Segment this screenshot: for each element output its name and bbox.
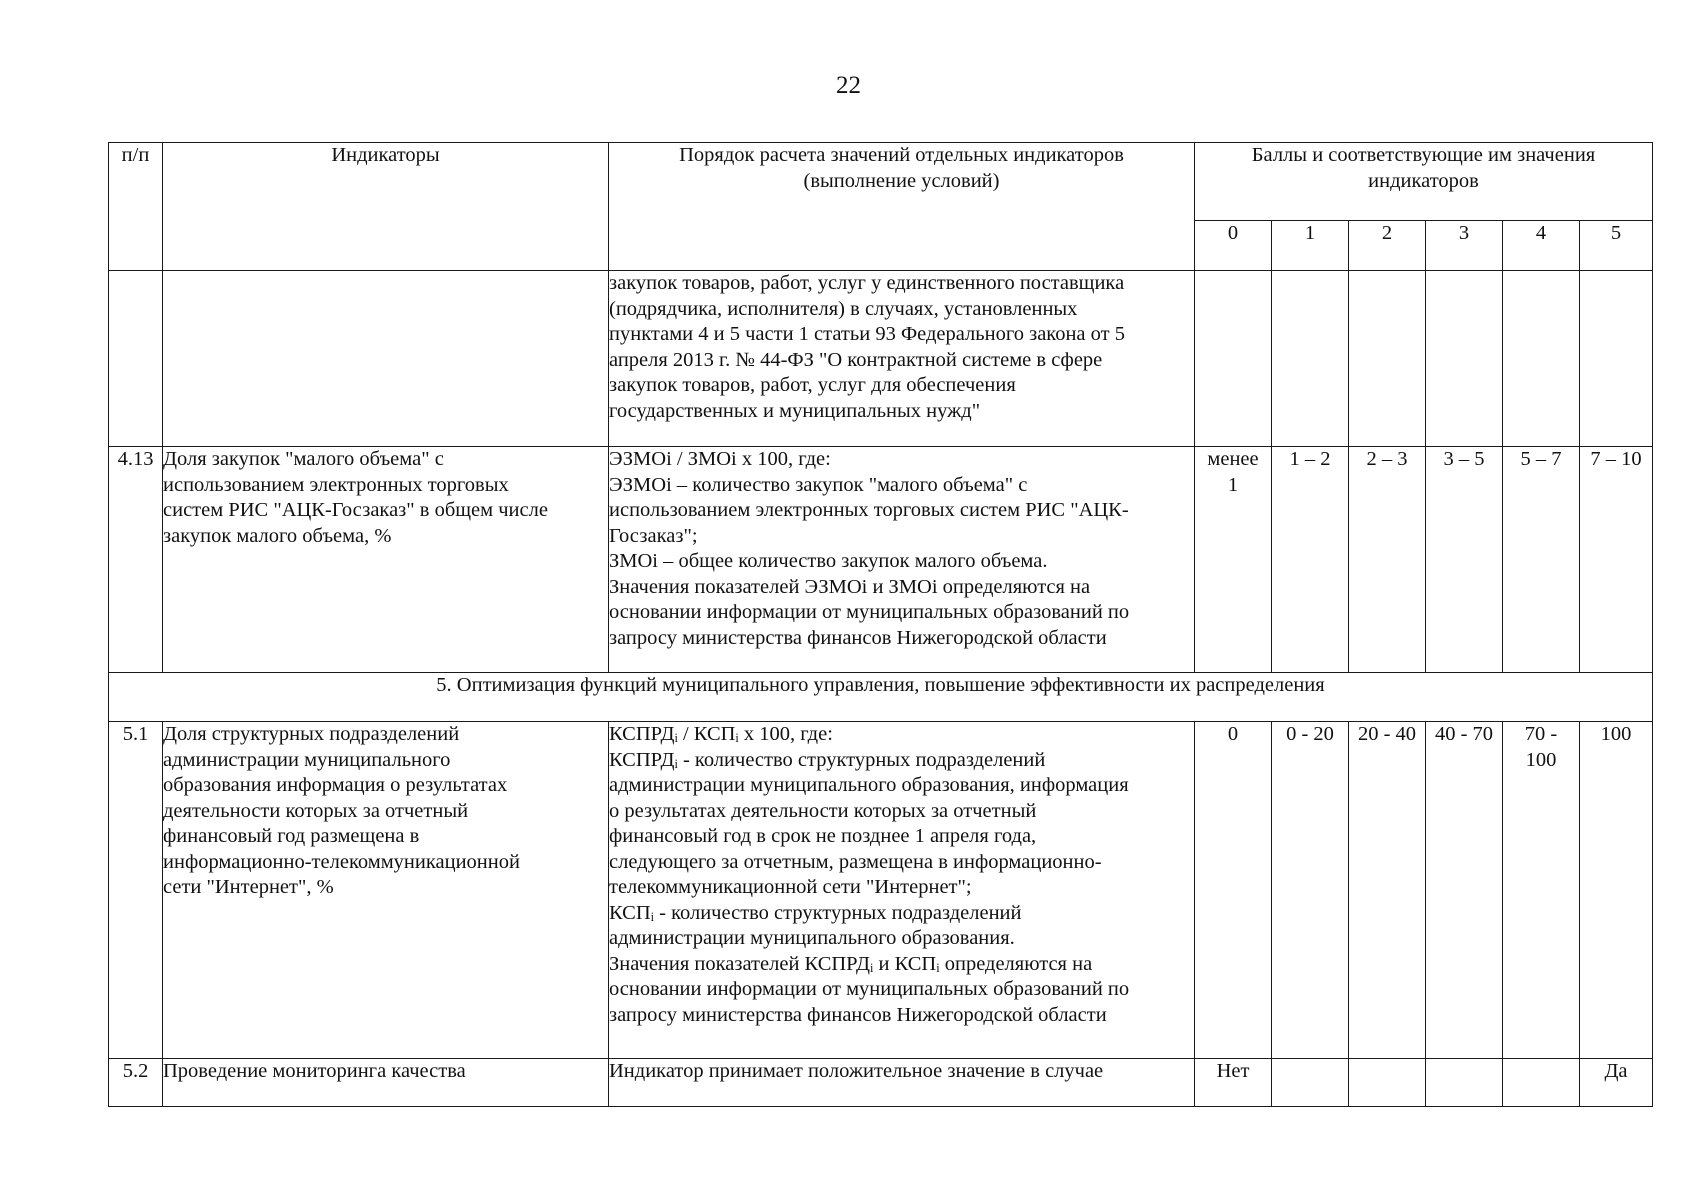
calc-line: государственных и муниципальных нужд" bbox=[609, 399, 981, 422]
score-value: 70 - bbox=[1524, 723, 1558, 745]
score-value: 20 - 40 bbox=[1357, 723, 1417, 745]
score-cell bbox=[1349, 722, 1426, 1059]
score-cell bbox=[1426, 1059, 1503, 1107]
header-pp: п/п bbox=[109, 143, 163, 271]
score-cell bbox=[1426, 271, 1503, 447]
score-value: 40 - 70 bbox=[1434, 723, 1494, 745]
indicator-line: закупок малого объема, % bbox=[163, 524, 392, 547]
score-value: 2 – 3 bbox=[1366, 448, 1408, 470]
calc-line: КСПᵢ - количество структурных подразделений bbox=[609, 901, 1022, 924]
score-value: 0 - 20 bbox=[1286, 723, 1334, 745]
calc-line: администрации муниципального образования. bbox=[609, 927, 1015, 949]
calc-cell bbox=[609, 722, 1195, 1059]
calc-line: администрации муниципального образования, информация bbox=[609, 774, 1129, 796]
calc-line: телекоммуникационной сети "Интернет"; bbox=[609, 876, 972, 898]
indicator-line: Проведение мониторинга качества bbox=[163, 1060, 466, 1082]
indicators-table bbox=[108, 142, 1653, 1107]
score-cell bbox=[1272, 1059, 1349, 1107]
calc-line: пунктами 4 и 5 части 1 статьи 93 Федерального закона от 5 bbox=[609, 323, 1125, 345]
score-value: 1 – 2 bbox=[1289, 448, 1331, 470]
score-col-header: 2 bbox=[1349, 221, 1426, 271]
calc-line: ЭЗМОi – количество закупок "малого объема" с bbox=[609, 473, 1028, 496]
score-value: 100 bbox=[1600, 723, 1632, 745]
header-calc-line: (выполнение условий) bbox=[803, 169, 1000, 192]
score-cell bbox=[1426, 447, 1503, 673]
header-row bbox=[109, 143, 1653, 221]
score-value: Да bbox=[1604, 1060, 1628, 1082]
indicator-line: финансовый год размещена в bbox=[163, 825, 420, 847]
score-value: Нет bbox=[1216, 1060, 1250, 1082]
score-col-header: 3 bbox=[1426, 221, 1503, 271]
calc-line: Госзаказ"; bbox=[609, 524, 698, 547]
calc-cell bbox=[609, 271, 1195, 447]
indicator-line: Доля закупок "малого объема" с bbox=[163, 448, 444, 470]
score-cell bbox=[1426, 722, 1503, 1059]
calc-line: ЗМОi – общее количество закупок малого объема. bbox=[609, 550, 1048, 572]
score-cell bbox=[1272, 271, 1349, 447]
calc-line: КСПРДᵢ - количество структурных подразделений bbox=[609, 748, 1046, 771]
indicator-line: администрации муниципального bbox=[163, 748, 451, 771]
header-calc bbox=[609, 143, 1195, 271]
row-number: 5.2 bbox=[109, 1059, 163, 1107]
calc-line: Значения показателей КСПРДᵢ и КСПᵢ определяются на bbox=[609, 952, 1093, 975]
score-cell bbox=[1580, 1059, 1653, 1107]
calc-line: закупок товаров, работ, услуг для обеспечения bbox=[609, 374, 1016, 396]
score-cell bbox=[1349, 271, 1426, 447]
table-row bbox=[109, 271, 1653, 447]
indicator-line: систем РИС "АЦК-Госзаказ" в общем числе bbox=[163, 499, 548, 521]
score-cell bbox=[1503, 447, 1580, 673]
table-row bbox=[109, 722, 1653, 1059]
calc-line: Значения показателей ЭЗМОi и ЗМОi определяются на bbox=[609, 575, 1091, 598]
calc-line: закупок товаров, работ, услуг у единственного поставщика bbox=[609, 272, 1125, 294]
score-col-header: 0 bbox=[1195, 221, 1272, 271]
calc-line: основании информации от муниципальных образований по bbox=[609, 601, 1130, 623]
calc-line: финансовый год в срок не позднее 1 апреля года, bbox=[609, 825, 1037, 847]
calc-line: запросу министерства финансов Нижегородской области bbox=[609, 1003, 1107, 1026]
calc-line: (подрядчика, исполнителя) в случаях, установленных bbox=[609, 297, 1078, 320]
score-cell bbox=[1272, 447, 1349, 673]
calc-line: ЭЗМОi / ЗМОi х 100, где: bbox=[609, 448, 831, 470]
score-value: 1 bbox=[1227, 473, 1239, 496]
score-cell bbox=[1503, 1059, 1580, 1107]
score-cell bbox=[1580, 722, 1653, 1059]
score-cell bbox=[1195, 1059, 1272, 1107]
score-col-header: 4 bbox=[1503, 221, 1580, 271]
calc-line: использованием электронных торговых систем РИС "АЦК- bbox=[609, 499, 1129, 521]
calc-line: о результатах деятельности которых за отчетный bbox=[609, 799, 1037, 822]
header-indicators: Индикаторы bbox=[163, 143, 609, 271]
calc-line: апреля 2013 г. № 44-ФЗ "О контрактной системе в сфере bbox=[609, 348, 1103, 371]
section-heading: 5. Оптимизация функций муниципального управления, повышение эффективности их распределения bbox=[109, 673, 1653, 722]
indicator-line: образования информация о результатах bbox=[163, 774, 508, 796]
indicator-line: Доля структурных подразделений bbox=[163, 723, 460, 745]
row-number: 5.1 bbox=[109, 722, 163, 1059]
header-scores bbox=[1195, 143, 1653, 221]
indicator-cell bbox=[163, 271, 609, 447]
score-cell bbox=[1195, 722, 1272, 1059]
score-cell bbox=[1349, 447, 1426, 673]
calc-cell bbox=[609, 447, 1195, 673]
score-cell bbox=[1580, 271, 1653, 447]
score-cell bbox=[1503, 271, 1580, 447]
indicator-cell bbox=[163, 1059, 609, 1107]
calc-line: запросу министерства финансов Нижегородской области bbox=[609, 626, 1107, 649]
indicator-cell bbox=[163, 447, 609, 673]
score-value: 5 – 7 bbox=[1520, 448, 1562, 470]
indicator-cell bbox=[163, 722, 609, 1059]
score-cell bbox=[1272, 722, 1349, 1059]
calc-line: основании информации от муниципальных образований по bbox=[609, 978, 1130, 1000]
calc-cell bbox=[609, 1059, 1195, 1107]
score-cell bbox=[1503, 722, 1580, 1059]
indicator-line: информационно-телекоммуникационной bbox=[163, 850, 520, 873]
row-number bbox=[109, 271, 163, 447]
score-value: 0 bbox=[1227, 723, 1239, 745]
score-col-header: 5 bbox=[1580, 221, 1653, 271]
calc-line: КСПРДᵢ / КСПᵢ х 100, где: bbox=[609, 723, 833, 745]
calc-line: следующего за отчетным, размещена в информационно- bbox=[609, 850, 1102, 873]
section-row bbox=[109, 673, 1653, 722]
score-cell bbox=[1349, 1059, 1426, 1107]
indicator-line: использованием электронных торговых bbox=[163, 473, 509, 496]
score-cell bbox=[1195, 447, 1272, 673]
calc-line: Индикатор принимает положительное значение в случае bbox=[609, 1060, 1104, 1082]
score-value: 100 bbox=[1525, 748, 1557, 771]
table-row bbox=[109, 1059, 1653, 1107]
score-cell bbox=[1580, 447, 1653, 673]
score-col-header: 1 bbox=[1272, 221, 1349, 271]
score-value: менее bbox=[1207, 448, 1259, 470]
indicator-line: сети "Интернет", % bbox=[163, 876, 334, 898]
header-scores-line: Баллы и соответствующие им значения bbox=[1251, 144, 1596, 166]
row-number: 4.13 bbox=[109, 447, 163, 673]
indicator-line: деятельности которых за отчетный bbox=[163, 799, 469, 822]
score-value: 7 – 10 bbox=[1590, 448, 1642, 470]
header-calc-line: Порядок расчета значений отдельных индикаторов bbox=[679, 144, 1124, 166]
table-row bbox=[109, 447, 1653, 673]
page-number: 22 bbox=[836, 72, 861, 99]
score-value: 3 – 5 bbox=[1443, 448, 1485, 470]
score-cell bbox=[1195, 271, 1272, 447]
header-scores-line: индикаторов bbox=[1368, 169, 1479, 192]
